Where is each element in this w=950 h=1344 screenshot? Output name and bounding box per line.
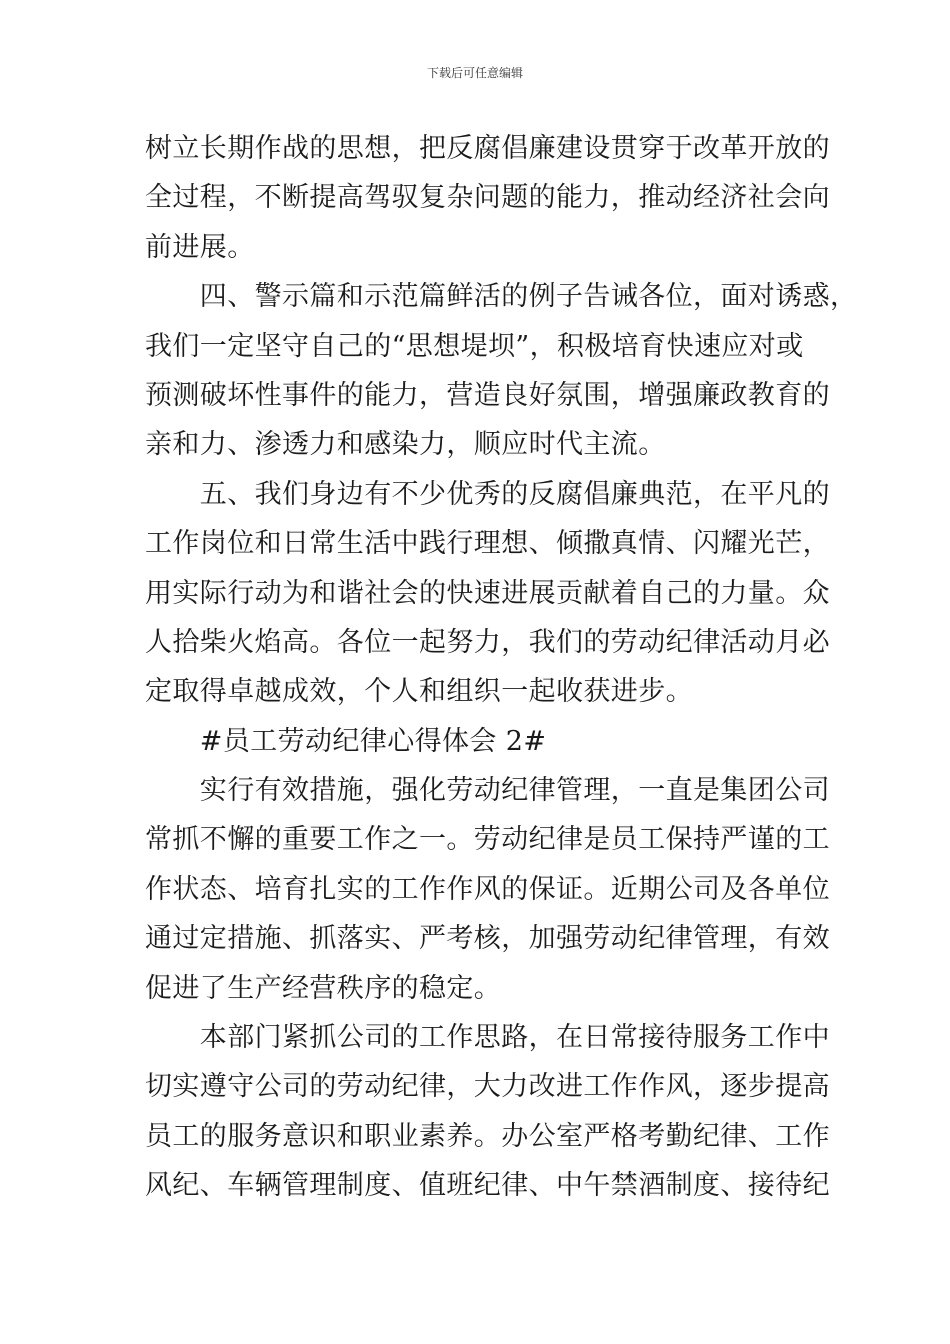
paragraph-3 [145,470,830,717]
text-line: 本部门紧抓公司的工作思路，在日常接待服务工作中 [145,1022,830,1054]
document-body [145,124,858,1211]
text-line: 切实遵守公司的劳动纪律，大力改进工作作风，逐步提高 [145,1071,830,1103]
text-line: #员工劳动纪律心得体会 2# [145,725,547,757]
text-line: 作状态、培育扎实的工作作风的保证。近期公司及各单位 [145,873,830,905]
section-heading [145,717,815,766]
text-line: 定取得卓越成效，个人和组织一起收获进步。 [145,676,693,708]
text-line: 树立长期作战的思想，把反腐倡廉建设贯穿于改革开放的 [145,133,830,164]
text-line: 促进了生产经营秩序的稳定。 [145,972,502,1004]
text-line: 通过定措施、抓落实、严考核，加强劳动纪律管理，有效 [145,923,830,955]
paragraph-2 [145,272,858,470]
text-line: 常抓不懈的重要工作之一。劳动纪律是员工保持严谨的工 [145,824,830,856]
text-line: 亲和力、渗透力和感染力，顺应时代主流。 [145,429,666,461]
text-line: 全过程，不断提高驾驭复杂问题的能力，推动经济社会向 [145,182,830,214]
text-line: 风纪、车辆管理制度、值班纪律、中午禁酒制度、接待纪 [145,1170,830,1202]
text-line: 人拾柴火焰高。各位一起努力，我们的劳动纪律活动月必 [145,626,830,658]
text-line: 实行有效措施，强化劳动纪律管理，一直是集团公司 [145,775,830,807]
text-line: 员工的服务意识和职业素养。办公室严格考勤纪律、工作 [145,1120,830,1152]
paragraph-4 [145,766,830,1013]
text-line: 预测破坏性事件的能力，营造良好氛围，增强廉政教育的 [145,379,830,411]
text-line: 工作岗位和日常生活中践行理想、倾撒真情、闪耀光芒， [145,528,830,560]
text-line: 四、警示篇和示范篇鲜活的例子告诫各位，面对诱惑， [145,281,858,313]
text-line: 五、我们身边有不少优秀的反腐倡廉典范，在平凡的 [145,478,830,510]
text-line: 用实际行动为和谐社会的快速进展贡献着自己的力量。众 [145,577,830,609]
text-line: 前进展。 [145,231,255,263]
paragraph-5 [145,1013,830,1211]
text-line: 我们一定坚守自己的“思想堤坝”，积极培育快速应对或 [145,330,804,362]
page-header: 下载后可任意编辑 [426,66,523,80]
paragraph-1 [145,124,830,272]
